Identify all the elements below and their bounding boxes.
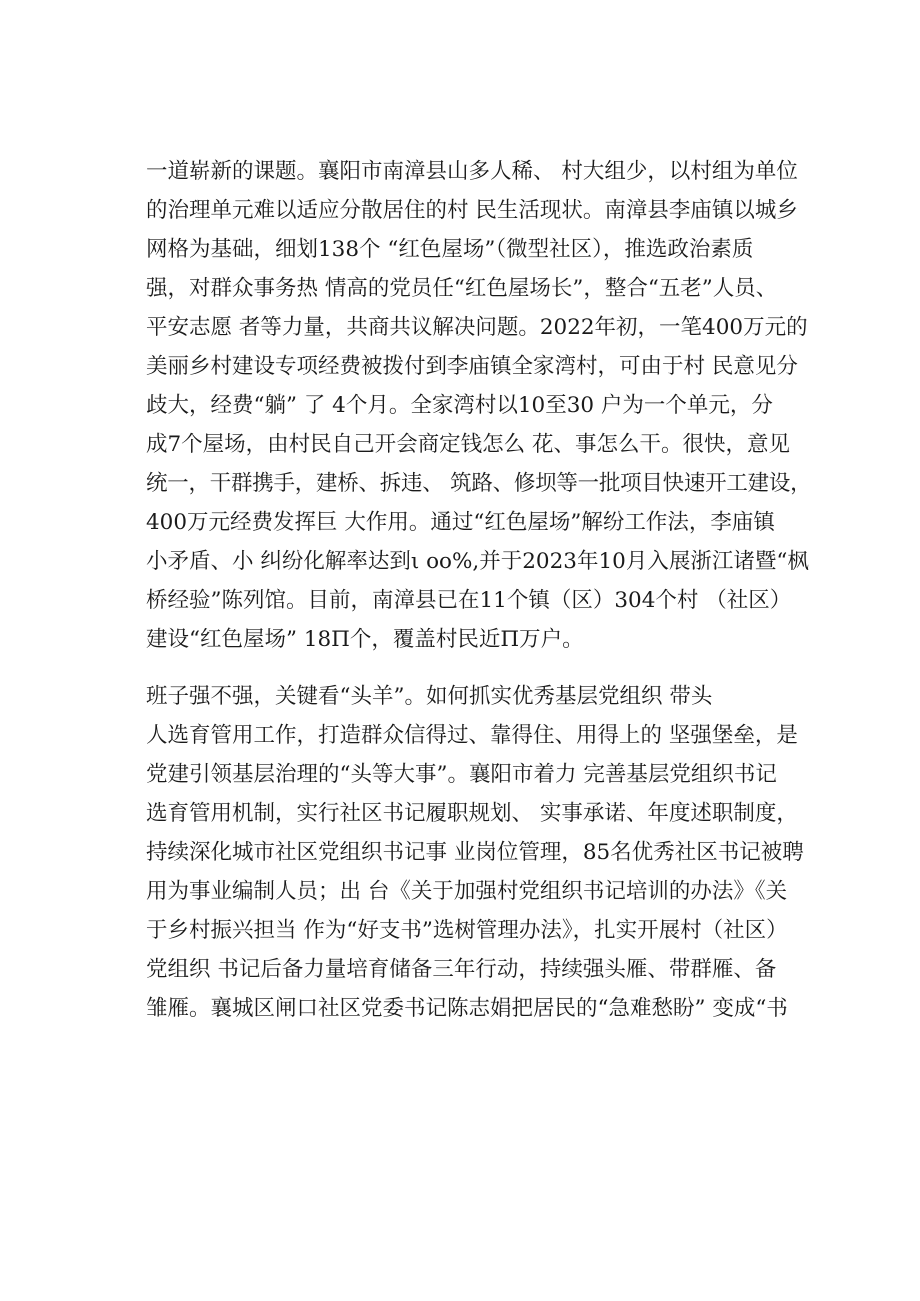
- text-line: 400万元经费发挥巨 大作用。通过“红色屋场”解纷工作法，李庙镇: [146, 510, 775, 535]
- paragraph-2: [146, 677, 812, 1028]
- text-line: 强，对群众事务热 情高的党员任“红色屋场长”，整合“五老”人员、: [146, 276, 778, 301]
- body-text: [146, 152, 812, 1028]
- text-line: 人选育管用工作，打造群众信得过、靠得住、用得上的 坚强堡垒，是: [146, 723, 798, 748]
- text-line: 党建引领基层治理的“头等大事”。襄阳市着力 完善基层党组织书记: [146, 762, 777, 787]
- text-line: 成7个屋场，由村民自己开会商定钱怎么 花、事怎么干。很快，意见: [146, 432, 791, 457]
- text-line: 桥经验”陈列馆。目前，南漳县已在11个镇（区）304个村 （社区）: [146, 588, 792, 613]
- text-line: 美丽乡村建设专项经费被拨付到李庙镇全家湾村，可由于村 民意见分: [146, 354, 798, 379]
- text-line: 班子强不强，关键看“头羊”。如何抓实优秀基层党组织 带头: [146, 684, 713, 709]
- text-line: 用为事业编制人员；出 台《关于加强村党组织书记培训的办法》《关: [146, 879, 788, 904]
- text-line: 党组织 书记后备力量培育储备三年行动，持续强头雁、带群雁、备: [146, 957, 777, 982]
- text-line: 持续深化城市社区党组织书记事 业岗位管理，85名优秀社区书记被聘: [146, 840, 804, 865]
- paragraph-gap: [146, 659, 812, 677]
- text-line: 歧大，经费“躺” 了 4个月。全家湾村以10至30 户为一个单元，分: [146, 393, 773, 418]
- text-line: 平安志愿 者等力量，共商共议解决问题。2022年初，一笔400万元的: [146, 315, 808, 340]
- text-line: 建设“红色屋场” 18Π个，覆盖村民近Π万户。: [146, 627, 584, 652]
- text-line: 选育管用机制，实行社区书记履职规划、 实事承诺、年度述职制度，: [146, 801, 798, 826]
- text-line: 小矛盾、小 纠纷化解率达到ι oo%,并于2023年10月入展浙江诸暨“枫: [146, 549, 809, 574]
- text-line: 统一，干群携手，建桥、拆违、 筑路、修坝等一批项目快速开工建设，: [146, 471, 812, 496]
- text-line: 的治理单元难以适应分散居住的村 民生活现状。南漳县李庙镇以城乡: [146, 198, 798, 223]
- text-line: 网格为基础，细划138个 “红色屋场”（微型社区），推选政治素质: [146, 237, 754, 262]
- text-line: 雏雁。襄城区闸口社区党委书记陈志娟把居民的“急难愁盼” 变成“书: [146, 996, 788, 1021]
- paragraph-1: [146, 152, 812, 659]
- text-line: 于乡村振兴担当 作为“好支书”选树管理办法》，扎实开展村（社区）: [146, 918, 788, 943]
- text-line: 一道崭新的课题。襄阳市南漳县山多人稀、 村大组少，以村组为单位: [146, 159, 798, 184]
